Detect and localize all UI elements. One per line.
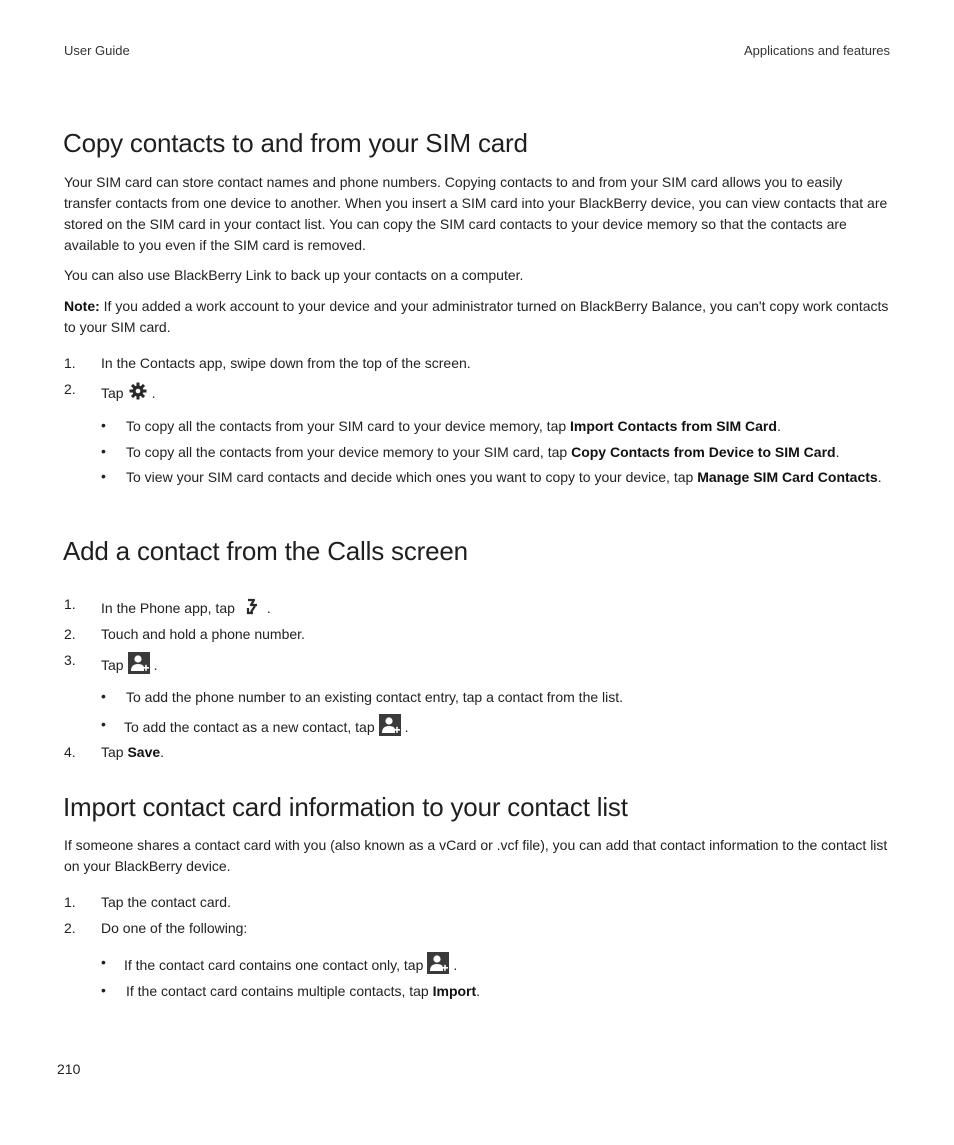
step-number: 2. (64, 626, 76, 642)
section1-paragraph-2: You can also use BlackBerry Link to back up your contacts on a computer. (64, 267, 524, 283)
add-contact-icon (379, 714, 401, 741)
step-text (101, 381, 155, 404)
step-text (101, 652, 157, 677)
bullet-text-plain: . (776, 418, 781, 434)
bullet-text-plain: To copy all the contacts from your SIM card to your device memory, tap (126, 418, 571, 434)
calls-icon (245, 596, 263, 619)
bullet-text-plain: . (476, 983, 481, 999)
step-number: 1. (64, 596, 76, 612)
bullet-marker: • (101, 468, 106, 484)
step-text-before: Tap (101, 744, 128, 760)
bullet-marker: • (101, 443, 106, 459)
section1-note (64, 296, 890, 338)
add-contact-icon (128, 652, 150, 677)
add-contact-icon (427, 952, 449, 979)
section-title-copy-contacts: Copy contacts to and from your SIM card (63, 128, 528, 158)
step-text: In the Contacts app, swipe down from the top of the screen. (101, 355, 471, 371)
bullet-marker: • (101, 417, 106, 433)
step-number: 2. (64, 381, 76, 397)
gear-icon (128, 381, 148, 404)
bullet-text (126, 417, 896, 436)
step-text-before: Tap (101, 384, 124, 401)
section-title-import-contact-card: Import contact card information to your contact list (63, 792, 628, 822)
bullet-text-bold: Copy Contacts from Device to SIM Card (571, 444, 836, 460)
step-number: 1. (64, 355, 76, 371)
running-header-right: Applications and features (744, 43, 890, 58)
bullet-marker: • (101, 688, 106, 704)
step-text-after: . (266, 599, 271, 616)
bullet-text-after: . (453, 957, 458, 973)
step-text-after: . (160, 744, 165, 760)
step-text-bold: Save (127, 744, 161, 760)
bullet-text (126, 468, 896, 487)
step-number: 4. (64, 744, 76, 760)
step-text-after: . (153, 656, 158, 673)
step-text: Tap the contact card. (101, 894, 231, 910)
bullet-text-bold: Import (432, 983, 477, 999)
step-text (101, 744, 164, 760)
section1-paragraph-1: Your SIM card can store contact names and phone numbers. Copying contacts to and from your SIM card allows you to easily transfer contacts from one device to another. When you insert a SIM card into your BlackBerry device, you can view contacts that are stored on the SIM card in your contact list. You can copy the SIM card contacts to your device memory so that the contacts are available to you even if the SIM card is removed. (64, 174, 888, 253)
bullet-text (126, 443, 896, 462)
bullet-marker: • (101, 716, 106, 732)
step-text (101, 596, 271, 619)
step-text-after: . (151, 384, 156, 401)
bullet-text (126, 982, 896, 1001)
bullet-text (124, 952, 894, 979)
step-number: 1. (64, 894, 76, 910)
bullet-text-after: . (404, 719, 409, 735)
bullet-text-plain: If the contact card contains multiple contacts, tap (126, 983, 433, 999)
step-text: Touch and hold a phone number. (101, 626, 305, 642)
bullet-text (124, 714, 894, 741)
bullet-text: To add the phone number to an existing contact entry, tap a contact from the list. (126, 689, 624, 705)
bullet-text-bold: Manage SIM Card Contacts (697, 469, 878, 485)
section3-paragraph-1: If someone shares a contact card with you (also known as a vCard or .vcf file), you can add that contact information to the contact list on your BlackBerry device. (64, 837, 888, 874)
note-label: Note: (64, 298, 100, 314)
bullet-text-before: To add the contact as a new contact, tap (124, 719, 375, 735)
bullet-marker: • (101, 954, 106, 970)
running-header-left: User Guide (64, 43, 130, 58)
step-number: 2. (64, 920, 76, 936)
bullet-text-plain: To view your SIM card contacts and decide which ones you want to copy to your device, tap (126, 469, 698, 485)
step-text: Do one of the following: (101, 920, 248, 936)
step-text-before: Tap (101, 656, 124, 673)
bullet-text-plain: To copy all the contacts from your device memory to your SIM card, tap (126, 444, 572, 460)
bullet-text-plain: . (877, 469, 882, 485)
page-number: 210 (57, 1061, 81, 1077)
bullet-text-before: If the contact card contains one contact only, tap (124, 957, 424, 973)
step-text-before: In the Phone app, tap (101, 599, 235, 616)
bullet-marker: • (101, 982, 106, 998)
bullet-text-plain: . (835, 444, 840, 460)
bullet-text-bold: Import Contacts from SIM Card (570, 418, 777, 434)
step-number: 3. (64, 652, 76, 668)
section-title-add-contact-calls: Add a contact from the Calls screen (63, 536, 468, 566)
note-text: If you added a work account to your device and your administrator turned on BlackBerry Balance, you can't copy work contacts to your SIM card. (64, 298, 889, 335)
